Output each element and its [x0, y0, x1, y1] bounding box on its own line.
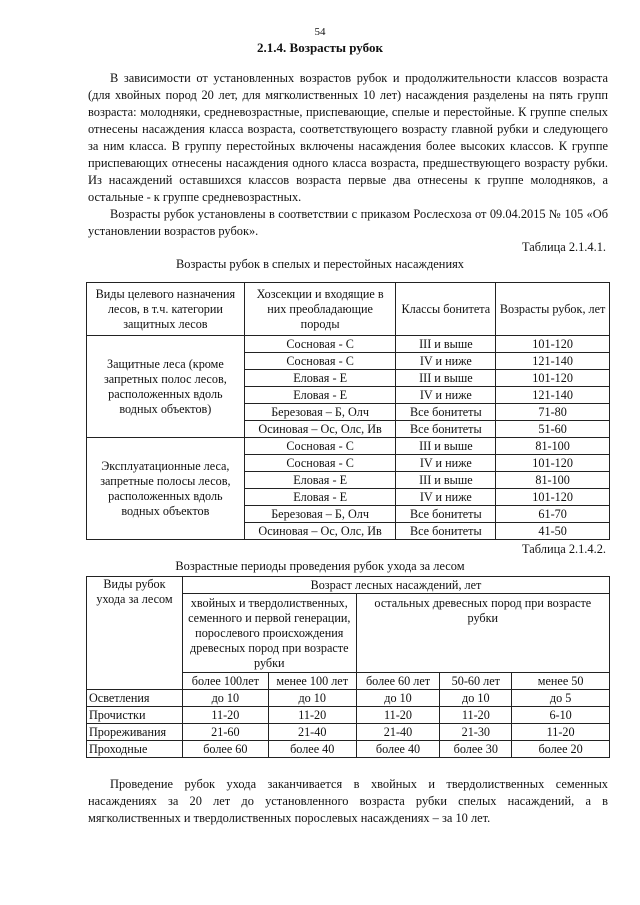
table-cell: Березовая – Б, Олч [244, 404, 396, 421]
table1-label: Таблица 2.1.4.1. [522, 240, 606, 254]
table-cell: 101-120 [496, 489, 610, 506]
table-cell: 121-140 [496, 353, 610, 370]
section-title: 2.1.4. Возрасты рубок [257, 40, 383, 55]
table-cell: IV и ниже [396, 489, 496, 506]
table-row [87, 438, 610, 455]
table-cell: Все бонитеты [396, 506, 496, 523]
table-cell: Сосновая - С [244, 438, 396, 455]
table2-caption: Возрастные периоды проведения рубок ухода за лесом [175, 559, 465, 573]
table-cell: 51-60 [496, 421, 610, 438]
table-cell: Сосновая - С [244, 336, 396, 353]
table-header-cell: Возрасты рубок, лет [496, 283, 610, 336]
table-cell: Сосновая - С [244, 455, 396, 472]
table-cell: до 5 [512, 690, 610, 707]
table-cell: 21-30 [440, 724, 512, 741]
table-header-row [87, 577, 610, 594]
table-header-cell: Виды целевого назначения лесов, в т.ч. категории защитных лесов [87, 283, 245, 336]
table-cell: III и выше [396, 438, 496, 455]
table-cell: 81-100 [496, 472, 610, 489]
table-cell: более 60 [182, 741, 268, 758]
table-cell: 101-120 [496, 455, 610, 472]
table-cell: 6-10 [512, 707, 610, 724]
table-header-cell: более 100лет [182, 673, 268, 690]
table-cell: 61-70 [496, 506, 610, 523]
table-cell: Осветления [87, 690, 183, 707]
table-cell: Прочистки [87, 707, 183, 724]
table-cell: 71-80 [496, 404, 610, 421]
table-cell: Осиновая – Ос, Олс, Ив [244, 421, 396, 438]
table-header-cell: менее 50 [512, 673, 610, 690]
table-cell: III и выше [396, 472, 496, 489]
forest-category-cell: Эксплуатационные леса, запретные полосы лесов, расположенных вдоль водных объектов [87, 438, 245, 540]
table-row [87, 707, 610, 724]
table-cell: Проходные [87, 741, 183, 758]
table-row [87, 336, 610, 353]
table-cell: Еловая - Е [244, 472, 396, 489]
table-cell: IV и ниже [396, 387, 496, 404]
table-cell: Прореживания [87, 724, 183, 741]
table-cell: более 30 [440, 741, 512, 758]
table-cell: более 40 [268, 741, 356, 758]
table-cell: Еловая - Е [244, 387, 396, 404]
page-number: 54 [314, 26, 326, 38]
table-cell: Все бонитеты [396, 404, 496, 421]
intro-paragraph: В зависимости от установленных возрастов рубок и продолжительности классов возраста (для хвойных пород 20 лет, для мягколиственных 10 лет) насаждения разделены на пять групп возраста: молодняки, средневозрастные, приспевающие, спелые и перестойные. К группе спелых отнесены насаждения класса возраста, соответствующего возрасту главной рубки и следующего за ним класса. В группу перестойных включены насаждения более высоких классов. К группе приспевающих отнесены насаждения одного класса возраста, предшествующего возрасту рубки. Из насаждений оставшихся классов возраста первые два отнесены к группе молодняков, а остальные - к группе средневозрастных. [88, 71, 608, 204]
table-cell: IV и ниже [396, 353, 496, 370]
table-cell: до 10 [356, 690, 440, 707]
table-cell: до 10 [440, 690, 512, 707]
table-cell: 101-120 [496, 370, 610, 387]
table-row [87, 724, 610, 741]
table-cell: 11-20 [182, 707, 268, 724]
closing-paragraph: Проведение рубок ухода заканчивается в хвойных и твердолиственных семенных насаждениях за 20 лет до установленного возраста рубки спелых насаждений, а в мягколиственных и твердолиственных порослевых насаждениях – за 10 лет. [88, 777, 608, 825]
table-cell: Сосновая - С [244, 353, 396, 370]
thinning-periods-table [86, 576, 610, 758]
table-cell: 11-20 [356, 707, 440, 724]
table-cell: Все бонитеты [396, 421, 496, 438]
table-cell: 101-120 [496, 336, 610, 353]
table-header-cell: Виды рубок ухода за лесом [87, 577, 183, 690]
table-cell: 81-100 [496, 438, 610, 455]
table-header-cell: менее 100 лет [268, 673, 356, 690]
table-header-row [87, 283, 610, 336]
table2-label: Таблица 2.1.4.2. [522, 542, 606, 556]
table-cell: 11-20 [440, 707, 512, 724]
table-header-cell: остальных древесных пород при возрасте рубки [356, 594, 609, 673]
table-cell: 11-20 [268, 707, 356, 724]
cutting-age-table [86, 282, 610, 540]
table-cell: 121-140 [496, 387, 610, 404]
table-header-cell: Классы бонитета [396, 283, 496, 336]
table-cell: Березовая – Б, Олч [244, 506, 396, 523]
table-cell: до 10 [182, 690, 268, 707]
table-cell: III и выше [396, 336, 496, 353]
table-cell: более 40 [356, 741, 440, 758]
table-cell: более 20 [512, 741, 610, 758]
forest-category-cell: Защитные леса (кроме запретных полос лесов, расположенных вдоль водных объектов) [87, 336, 245, 438]
table-cell: 21-60 [182, 724, 268, 741]
table-header-cell: Хозсекции и входящие в них преобладающие породы [244, 283, 396, 336]
table-cell: III и выше [396, 370, 496, 387]
table-header-cell: 50-60 лет [440, 673, 512, 690]
table-header-cell: более 60 лет [356, 673, 440, 690]
table-cell: Еловая - Е [244, 370, 396, 387]
table-cell: до 10 [268, 690, 356, 707]
table-header-cell: хвойных и твердолиственных, семенного и первой генерации, порослевого происхождения древесных пород при возрасте рубки [182, 594, 356, 673]
table-cell: IV и ниже [396, 455, 496, 472]
table-row [87, 690, 610, 707]
regulation-paragraph: Возрасты рубок установлены в соответствии с приказом Рослесхоза от 09.04.2015 № 105 «Об установлении возрастов рубок». [88, 207, 608, 238]
table-row [87, 741, 610, 758]
table-cell: 11-20 [512, 724, 610, 741]
table-cell: 21-40 [268, 724, 356, 741]
table-cell: Все бонитеты [396, 523, 496, 540]
table-cell: Осиновая – Ос, Олс, Ив [244, 523, 396, 540]
table1-caption: Возрасты рубок в спелых и перестойных насаждениях [176, 257, 464, 271]
table-header-cell: Возраст лесных насаждений, лет [182, 577, 609, 594]
table-cell: 21-40 [356, 724, 440, 741]
table-cell: 41-50 [496, 523, 610, 540]
table-cell: Еловая - Е [244, 489, 396, 506]
